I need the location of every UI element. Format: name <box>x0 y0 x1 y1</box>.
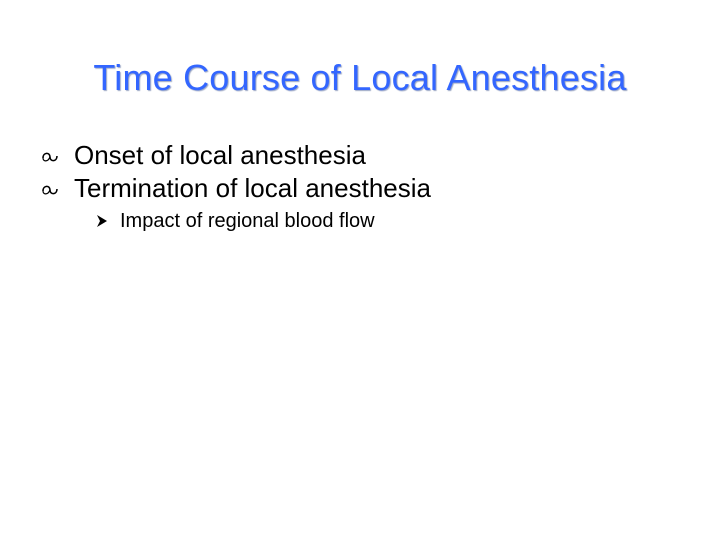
sub-bullet-text: Impact of regional blood flow <box>120 210 375 232</box>
slide-title: Time Course of Local Anesthesia <box>93 57 627 98</box>
bullet-text: Termination of local anesthesia <box>74 173 431 203</box>
bullet-text: Onset of local anesthesia <box>74 140 366 170</box>
loop-bullet-icon <box>40 147 60 167</box>
arrowhead-bullet-icon <box>96 214 108 228</box>
bullet-item <box>40 139 431 172</box>
sub-bullet-item <box>96 206 431 236</box>
bullet-item <box>40 172 431 205</box>
loop-bullet-icon <box>40 180 60 200</box>
bullet-list <box>40 139 431 236</box>
